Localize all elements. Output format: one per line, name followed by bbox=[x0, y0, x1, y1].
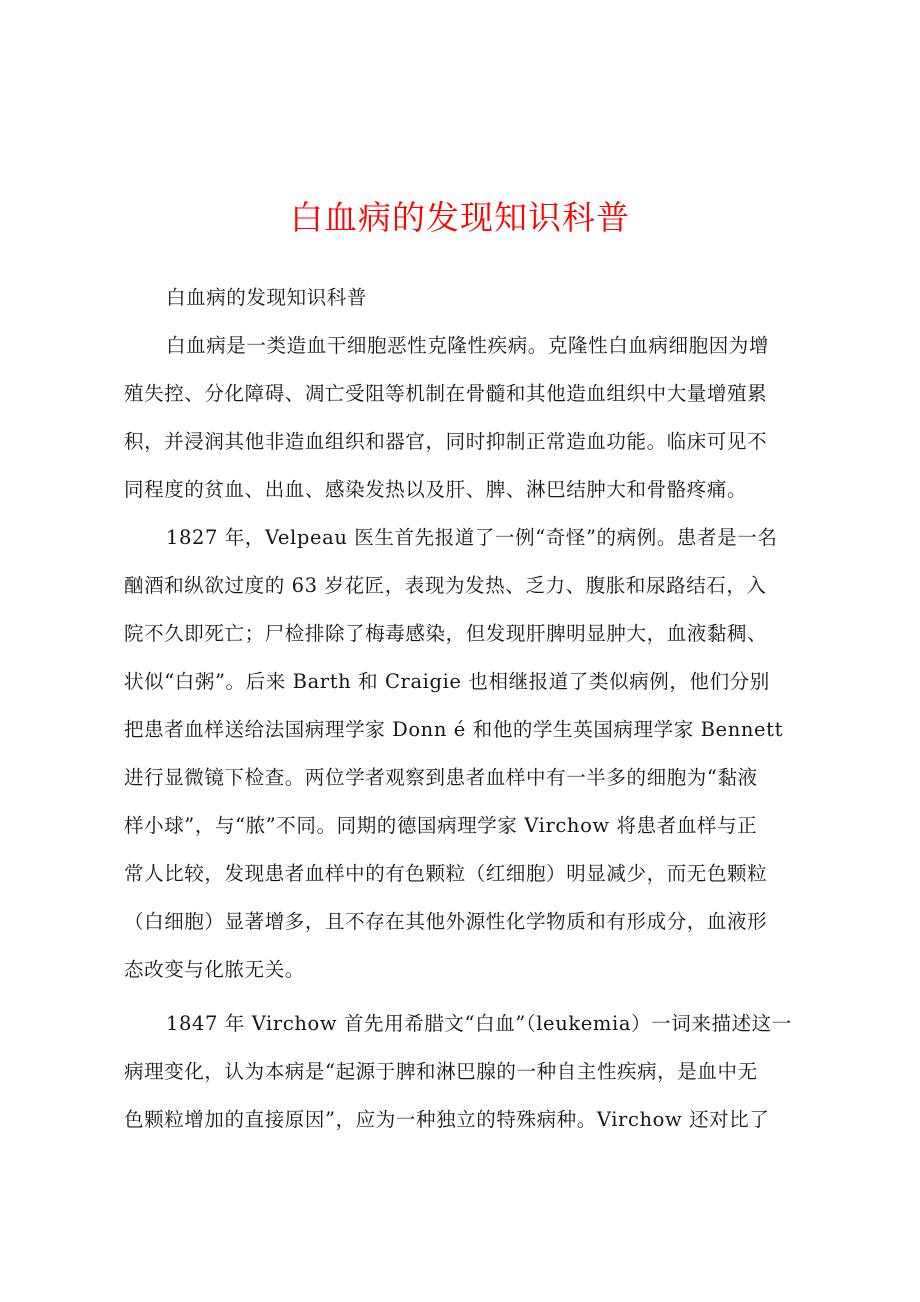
paragraph-line: 院不久即死亡；尸检排除了梅毒感染，但发现肝脾明显肿大，血液黏稠、 bbox=[124, 622, 768, 645]
paragraph-line: 殖失控、分化障碍、凋亡受阻等机制在骨髓和其他造血组织中大量增殖累 bbox=[124, 382, 768, 405]
paragraph-line: 白血病是一类造血干细胞恶性克隆性疾病。克隆性白血病细胞因为增 bbox=[166, 334, 770, 357]
paragraph-line: 色颗粒增加的直接原因”，应为一种独立的特殊病种。Virchow 还对比了 bbox=[124, 1108, 770, 1131]
paragraph-line: 1847 年 Virchow 首先用希腊文“白血”（leukemia）一词来描述这一 bbox=[166, 1012, 792, 1035]
paragraph-line: 把患者血样送给法国病理学家 Donn é 和他的学生英国病理学家 Bennett bbox=[124, 718, 784, 741]
paragraph-line: 同程度的贫血、出血、感染发热以及肝、脾、淋巴结肿大和骨骼疼痛。 bbox=[124, 478, 748, 501]
paragraph-line: 样小球”，与“脓”不同。同期的德国病理学家 Virchow 将患者血样与正 bbox=[124, 814, 758, 837]
paragraph-line: 态改变与化脓无关。 bbox=[124, 958, 305, 981]
paragraph-line: 病理变化，认为本病是“起源于脾和淋巴腺的一种自主性疾病，是血中无 bbox=[124, 1060, 758, 1083]
document-title: 白血病的发现知识科普 bbox=[290, 198, 630, 237]
paragraph-line: （白细胞）显著增多，且不存在其他外源性化学物质和有形成分，血液形 bbox=[124, 910, 768, 933]
paragraph-line: 常人比较，发现患者血样中的有色颗粒（红细胞）明显减少，而无色颗粒 bbox=[124, 862, 768, 885]
paragraph-line: 进行显微镜下检查。两位学者观察到患者血样中有一半多的细胞为“黏液 bbox=[124, 766, 758, 789]
paragraph-line: 1827 年，Velpeau 医生首先报道了一例“奇怪”的病例。患者是一名 bbox=[166, 526, 778, 549]
paragraph-line: 积，并浸润其他非造血组织和器官，同时抑制正常造血功能。临床可见不 bbox=[124, 430, 768, 453]
paragraph-line: 状似“白粥”。后来 Barth 和 Craigie 也相继报道了类似病例，他们分别 bbox=[124, 670, 770, 693]
paragraph-line: 酗酒和纵欲过度的 63 岁花匠，表现为发热、乏力、腹胀和尿路结石，入 bbox=[124, 574, 767, 597]
document-subtitle: 白血病的发现知识科普 bbox=[166, 286, 368, 309]
